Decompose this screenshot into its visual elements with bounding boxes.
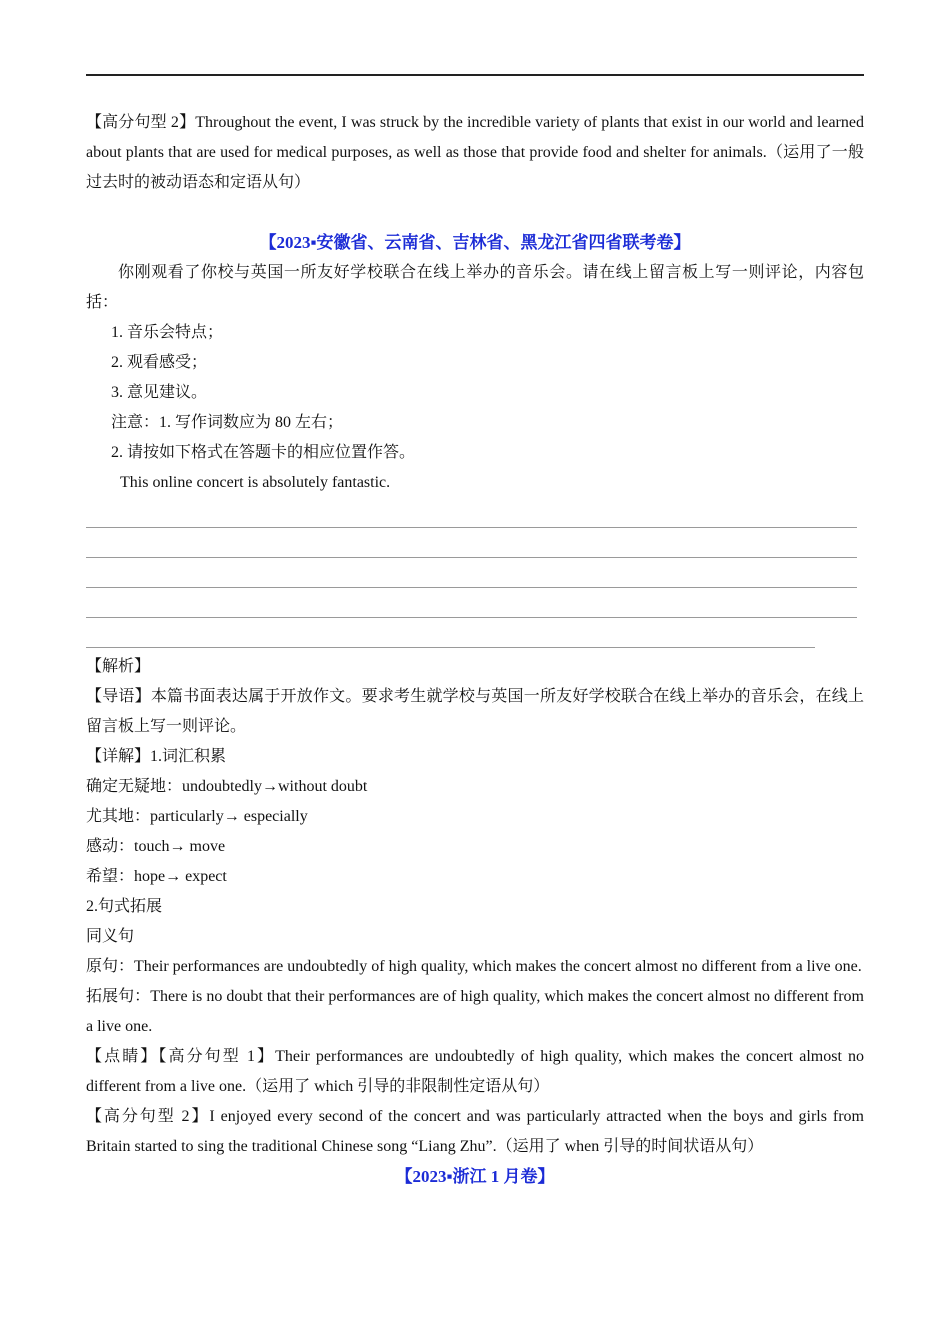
answer-line: [86, 528, 857, 558]
sentence-pattern-heading: 2.句式拓展: [86, 898, 163, 915]
starter-sentence: This online concert is absolutely fantastic.: [120, 474, 391, 491]
prompt-item-3: 3. 意见建议。: [111, 384, 208, 401]
answer-lines: [86, 498, 864, 648]
note-word-count: 注意：1. 写作词数应为 80 左右；: [111, 414, 344, 431]
analysis-label: 【解析】: [86, 658, 151, 675]
expanded-sentence: 拓展句：There is no doubt that their performances are of high quality, which makes the concert almost no different from a live one.: [86, 988, 864, 1035]
note-format: 2. 请按如下格式在答题卡的相应位置作答。: [111, 444, 416, 461]
exam-heading-2023-zhejiang: 【2023▪浙江 1 月卷】: [395, 1167, 555, 1186]
answer-line: [86, 558, 857, 588]
writing-prompt: 你刚观看了你校与英国一所友好学校联合在线上举办的音乐会。请在线上留言板上写一则评论，内容包括：: [86, 264, 864, 311]
highlight-sentence-1: 【点睛】【高分句型 1】Their performances are undoubtedly of high quality, which makes the concert almost no different from a live one.（运用了 which 引导的非限制性定语从句）: [86, 1048, 864, 1095]
header-rule: [86, 74, 864, 76]
exam-heading-2023-four-provinces: 【2023▪安徽省、云南省、吉林省、黑龙江省四省联考卷】: [259, 233, 691, 252]
synonym-label: 同义句: [86, 928, 135, 945]
detail-heading: 【详解】1.词汇积累: [86, 748, 227, 765]
high-score-sentence-2-paragraph: 【高分句型 2】Throughout the event, I was struck by the incredible variety of plants that exist in our world and learned about plants that are used for medical purposes, as well as those that provide food and shelter for animals.（运用了一般过去时的被动语态和定语从句）: [86, 114, 864, 191]
vocab-item: 感动：touch→ move: [86, 838, 226, 855]
prompt-item-1: 1. 音乐会特点；: [111, 324, 224, 341]
highlight-sentence-2: 【高分句型 2】I enjoyed every second of the concert and was particularly attracted when the boys and girls from Britain started to sing the traditional Chinese song “Liang Zhu”.（运用了 when 引导的时间状语从句）: [86, 1108, 864, 1155]
answer-line: [86, 588, 857, 618]
answer-line: [86, 498, 857, 528]
prompt-item-2: 2. 观看感受；: [111, 354, 208, 371]
vocab-item: 希望：hope→ expect: [86, 868, 227, 885]
document-body: [86, 108, 864, 1192]
vocab-item: 确定无疑地：undoubtedly→without doubt: [86, 778, 368, 795]
original-sentence: 原句：Their performances are undoubtedly of high quality, which makes the concert almost no different from a live one.: [86, 958, 862, 975]
vocab-item: 尤其地：particularly→ especially: [86, 808, 308, 825]
answer-line: [86, 618, 815, 648]
guide-paragraph: 【导语】本篇书面表达属于开放作文。要求考生就学校与英国一所友好学校联合在线上举办的音乐会，在线上留言板上写一则评论。: [86, 688, 864, 735]
